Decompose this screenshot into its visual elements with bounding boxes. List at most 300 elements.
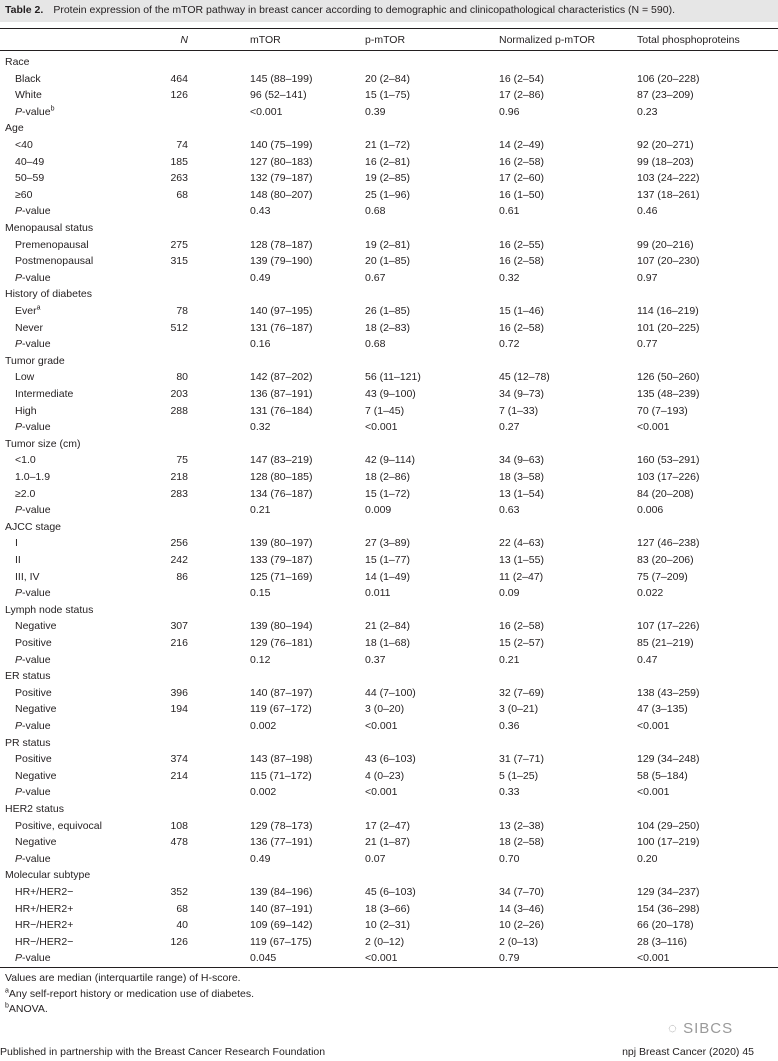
cell-normalized-p-mtor: 22 (4–63) [499,537,544,550]
cell-mtor: 119 (67–175) [250,935,312,948]
cell-normalized-p-mtor: 0.09 [499,587,520,600]
cell-total-phosphoproteins: 75 (7–209) [637,570,688,583]
row-label: II [15,554,21,566]
cell-total-phosphoproteins: 154 (36–298) [637,902,700,915]
cell-p-mtor: 21 (1–72) [365,139,410,151]
cell-normalized-p-mtor: 17 (2–60) [499,172,544,185]
p-value-row [0,851,778,867]
cell-mtor: 139 (79–190) [250,255,313,268]
cell-p-mtor: 0.68 [365,338,386,351]
cell-mtor: 0.43 [250,205,271,218]
header-rule [0,50,778,51]
cell-normalized-p-mtor: 10 (2–26) [499,919,544,932]
cell-total-phosphoproteins: <0.001 [637,720,670,732]
table-row [0,768,778,784]
cell-mtor: 145 (88–199) [250,72,313,85]
cell-normalized-p-mtor: 18 (3–58) [499,471,544,483]
cell-p-mtor: 0.011 [365,587,391,600]
cell-normalized-p-mtor: 0.61 [499,205,520,218]
table-row [0,917,778,933]
cell-mtor: 0.15 [250,587,271,600]
cell-mtor: 129 (78–173) [250,819,313,832]
top-rule [0,28,778,29]
footnote-b [5,1003,48,1015]
group-label: Age [5,122,24,135]
cell-p-mtor: 16 (2–81) [365,155,410,168]
cell-p-mtor: 3 (0–20) [365,703,405,716]
cell-normalized-p-mtor: 0.21 [499,653,520,666]
cell-normalized-p-mtor: 7 (1–33) [499,404,539,417]
cell-normalized-p-mtor: 0.32 [499,271,520,284]
cell-p-mtor: 10 (2–31) [365,919,410,932]
cell-p-mtor: 4 (0–23) [365,769,405,782]
cell-n: 68 [176,902,188,915]
cell-p-mtor: 0.37 [365,653,386,666]
cell-mtor: 131 (76–184) [250,404,313,417]
cell-total-phosphoproteins: 83 (20–206) [637,554,694,566]
cell-mtor: 0.32 [250,421,271,434]
cell-n: 74 [176,139,188,151]
group-header-row [0,353,778,369]
cell-normalized-p-mtor: 32 (7–69) [499,686,544,699]
p-value-row [0,784,778,800]
cell-p-mtor: 0.07 [365,852,386,865]
cell-total-phosphoproteins: 87 (23–209) [637,89,694,102]
watermark-text: SIBCS [683,1020,734,1037]
group-header-row [0,735,778,751]
cell-mtor: 0.045 [250,952,277,965]
cell-p-mtor: 20 (2–84) [365,72,410,85]
cell-mtor: 96 (52–141) [250,89,307,102]
cell-mtor: 0.002 [250,720,277,732]
cell-total-phosphoproteins: 58 (5–184) [637,769,688,782]
row-label: P-value$^b$ [15,105,55,118]
footnote-a-text: Any self-report history or medication use of diabetes. [8,988,255,1000]
cell-p-mtor: 18 (1–68) [365,637,410,649]
group-header-row [0,120,778,136]
table-row [0,369,778,385]
table-row [0,187,778,203]
row-label: P-value [15,720,51,732]
group-label: HER2 status [5,803,64,815]
cell-mtor: 127 (80–183) [250,155,313,168]
p-value-row [0,718,778,734]
table-row [0,901,778,917]
cell-p-mtor: 43 (9–100) [365,388,416,400]
footnote-b-marker: b [5,1002,9,1010]
p-value-row [0,270,778,286]
row-label: HR−/HER2+ [15,919,74,932]
cell-normalized-p-mtor: 16 (1–50) [499,188,544,201]
row-label: Positive, equivocal [15,819,102,832]
cell-mtor: 0.16 [250,338,271,351]
cell-normalized-p-mtor: 16 (2–58) [499,321,544,334]
cell-p-mtor: <0.001 [365,421,398,434]
cell-n: 185 [170,155,188,168]
table-row [0,701,778,717]
cell-p-mtor: 0.67 [365,271,386,284]
table-row [0,237,778,253]
table-row [0,818,778,834]
table-caption: Protein expression of the mTOR pathway in breast cancer according to demographic and clinicopathological characteristics (N = 590). [53,4,675,16]
cell-normalized-p-mtor: 45 (12–78) [499,371,550,384]
cell-total-phosphoproteins: 0.47 [637,653,658,666]
p-value-row [0,585,778,601]
cell-total-phosphoproteins: 104 (29–250) [637,819,700,832]
row-label: P-value [15,852,51,865]
table-row [0,320,778,336]
p-value-row [0,336,778,352]
cell-p-mtor: 27 (3–89) [365,537,410,550]
group-label: Menopausal status [5,222,94,234]
table-row [0,486,778,502]
cell-normalized-p-mtor: 13 (2–38) [499,819,544,832]
p-value-row [0,203,778,219]
row-label: HR+/HER2− [15,886,74,898]
footnote-b-text: ANOVA. [8,1003,48,1015]
cell-total-phosphoproteins: 0.20 [637,852,658,865]
cell-mtor: 125 (71–169) [250,570,313,583]
cell-mtor: 136 (77–191) [250,836,313,849]
table-row [0,170,778,186]
row-label: P-value [15,587,51,600]
cell-normalized-p-mtor: 15 (2–57) [499,637,544,649]
cell-total-phosphoproteins: 103 (17–226) [637,471,700,483]
table-row [0,934,778,950]
cell-mtor: 119 (67–172) [250,703,312,716]
cell-n: 194 [170,703,188,716]
cell-p-mtor: 26 (1–85) [365,305,410,317]
p-value-row [0,419,778,435]
row-label: P-value [15,271,51,284]
cell-n: 203 [170,388,188,400]
cell-total-phosphoproteins: 28 (3–116) [637,935,688,948]
row-label: Intermediate [15,388,74,400]
cell-mtor: 139 (80–194) [250,620,313,633]
cell-n: 68 [176,188,188,201]
cell-p-mtor: 56 (11–121) [365,371,421,384]
cell-mtor: 0.12 [250,653,271,666]
cell-mtor: 136 (87–191) [250,388,313,400]
cell-mtor: <0.001 [250,105,283,118]
cell-normalized-p-mtor: 13 (1–54) [499,487,544,500]
cell-normalized-p-mtor: 0.63 [499,504,520,517]
cell-p-mtor: 15 (1–72) [365,487,410,500]
cell-p-mtor: 7 (1–45) [365,404,405,417]
cell-n: 315 [170,255,188,268]
group-header-row [0,519,778,535]
cell-normalized-p-mtor: 5 (1–25) [499,769,539,782]
cell-normalized-p-mtor: 0.79 [499,952,520,965]
row-label: High [15,404,37,417]
cell-total-phosphoproteins: 0.97 [637,271,658,284]
row-label: ≥2.0 [15,487,36,500]
cell-mtor: 132 (79–187) [250,172,313,185]
cell-normalized-p-mtor: 0.33 [499,786,520,799]
cell-p-mtor: 14 (1–49) [365,570,410,583]
table-row [0,884,778,900]
cell-mtor: 134 (76–187) [250,487,313,500]
cell-normalized-p-mtor: 31 (7–71) [499,753,544,766]
cell-n: 40 [176,919,188,932]
cell-total-phosphoproteins: <0.001 [637,952,670,965]
cell-total-phosphoproteins: 66 (20–178) [637,919,694,932]
group-label: Tumor size (cm) [5,437,81,450]
cell-n: 288 [170,404,188,417]
cell-mtor: 139 (84–196) [250,886,313,898]
p-value-row [0,652,778,668]
row-label: P-value [15,338,51,351]
footnote-a-marker: a [5,987,9,995]
cell-n: 78 [176,305,188,317]
cell-n: 464 [170,72,188,85]
row-label: Positive [15,637,52,649]
table-row [0,403,778,419]
cell-p-mtor: <0.001 [365,952,398,965]
cell-p-mtor: 45 (6–103) [365,886,416,898]
cell-normalized-p-mtor: 11 (2–47) [499,570,544,583]
cell-mtor: 147 (83–219) [250,454,313,467]
row-label: Negative [15,769,57,782]
row-label: HR+/HER2+ [15,902,74,915]
cell-n: 256 [170,537,188,550]
p-value-row [0,104,778,120]
group-label: Tumor grade [5,354,65,367]
cell-normalized-p-mtor: 34 (9–63) [499,454,544,467]
cell-p-mtor: 42 (9–114) [365,454,416,467]
row-label: Positive [15,753,52,766]
table-row [0,552,778,568]
group-label: PR status [5,736,51,749]
cell-mtor: 140 (87–191) [250,902,313,915]
cell-total-phosphoproteins: 107 (20–230) [637,255,700,268]
group-header-row [0,436,778,452]
cell-mtor: 128 (78–187) [250,238,313,251]
cell-normalized-p-mtor: 16 (2–55) [499,238,544,251]
cell-p-mtor: 0.39 [365,105,386,118]
cell-p-mtor: 20 (1–85) [365,255,410,268]
row-label: Never [15,321,44,334]
cell-total-phosphoproteins: 47 (3–135) [637,703,688,716]
row-label: P-value [15,421,51,434]
cell-n: 75 [176,454,188,467]
cell-n: 108 [170,819,188,832]
table-row [0,834,778,850]
cell-total-phosphoproteins: 99 (18–203) [637,155,694,168]
cell-n: 218 [170,471,188,483]
row-label: I [15,537,18,550]
row-label: HR−/HER2− [15,935,74,948]
cell-mtor: 131 (76–187) [250,321,313,334]
cell-n: 396 [170,686,188,699]
cell-mtor: 140 (75–199) [250,139,313,151]
group-header-row [0,867,778,883]
cell-total-phosphoproteins: 160 (53–291) [637,454,700,467]
cell-p-mtor: 25 (1–96) [365,188,410,201]
cell-normalized-p-mtor: 16 (2–58) [499,255,544,268]
table-row [0,469,778,485]
group-header-row [0,54,778,70]
cell-p-mtor: 43 (6–103) [365,753,416,766]
cell-normalized-p-mtor: 14 (3–46) [499,902,544,915]
cell-p-mtor: 15 (1–77) [365,554,410,566]
cell-normalized-p-mtor: 3 (0–21) [499,703,539,716]
cell-n: 352 [170,886,188,898]
cell-total-phosphoproteins: 138 (43–259) [637,686,700,699]
cell-mtor: 0.002 [250,786,277,799]
group-label: Lymph node status [5,603,94,616]
table-row [0,685,778,701]
cell-mtor: 0.49 [250,852,271,865]
row-label: P-value [15,504,51,517]
cell-normalized-p-mtor: 13 (1–55) [499,554,544,566]
cell-n: 275 [170,238,188,251]
header-mtor: mTOR [250,34,281,46]
cell-total-phosphoproteins: 129 (34–237) [637,886,700,898]
cell-total-phosphoproteins: 106 (20–228) [637,72,700,85]
footnote-a [5,988,254,1000]
cell-mtor: 129 (76–181) [250,637,313,649]
cell-total-phosphoproteins: 0.77 [637,338,658,351]
row-label: Negative [15,703,57,716]
cell-n: 307 [170,620,188,633]
cell-n: 512 [170,321,188,334]
group-label: Race [5,56,30,68]
cell-mtor: 0.21 [250,504,271,517]
cell-normalized-p-mtor: 2 (0–13) [499,935,539,948]
cell-total-phosphoproteins: <0.001 [637,421,670,434]
group-header-row [0,801,778,817]
cell-mtor: 143 (87–198) [250,753,313,766]
cell-total-phosphoproteins: 103 (24–222) [637,172,700,185]
group-label: History of diabetes [5,288,92,301]
header-p-mtor: p-mTOR [365,34,406,46]
cell-total-phosphoproteins: <0.001 [637,786,670,799]
group-label: ER status [5,670,51,683]
cell-normalized-p-mtor: 0.72 [499,338,520,351]
table-row [0,71,778,87]
row-label: 50–59 [15,172,45,185]
cell-normalized-p-mtor: 17 (2–86) [499,89,544,102]
cell-mtor: 0.49 [250,271,271,284]
group-header-row [0,286,778,302]
cell-total-phosphoproteins: 135 (48–239) [637,388,700,400]
cell-p-mtor: <0.001 [365,786,398,799]
row-label: Ever$^a$ [15,304,41,317]
cell-mtor: 142 (87–202) [250,371,313,384]
row-label: <40 [15,139,33,151]
group-header-row [0,220,778,236]
group-label: Molecular subtype [5,869,91,882]
cell-normalized-p-mtor: 16 (2–54) [499,72,544,85]
cell-normalized-p-mtor: 34 (7–70) [499,886,544,898]
cell-p-mtor: 15 (1–75) [365,89,410,102]
table-row [0,569,778,585]
wechat-icon: ◌ [668,1020,678,1037]
row-label: <1.0 [15,454,36,467]
cell-n: 374 [170,753,188,766]
group-label: AJCC stage [5,520,62,533]
cell-total-phosphoproteins: 85 (21–219) [637,637,694,649]
cell-n: 126 [170,935,188,948]
cell-p-mtor: 17 (2–47) [365,819,410,832]
row-label: 1.0–1.9 [15,471,51,483]
cell-total-phosphoproteins: 114 (16–219) [637,305,699,317]
cell-n: 242 [170,554,188,566]
cell-total-phosphoproteins: 0.46 [637,205,658,218]
cell-total-phosphoproteins: 101 (20–225) [637,321,700,334]
cell-mtor: 115 (71–172) [250,769,312,782]
cell-p-mtor: 19 (2–85) [365,172,410,185]
row-label: Negative [15,620,57,633]
cell-total-phosphoproteins: 84 (20–208) [637,487,694,500]
cell-total-phosphoproteins: 137 (18–261) [637,188,700,201]
cell-n: 283 [170,487,188,500]
table-row [0,386,778,402]
cell-p-mtor: 18 (3–66) [365,902,410,915]
table-row [0,635,778,651]
cell-normalized-p-mtor: 0.96 [499,105,520,118]
row-label: P-value [15,952,51,965]
header-n: N [180,34,188,46]
row-label: P-value [15,786,51,799]
cell-normalized-p-mtor: 15 (1–46) [499,305,544,317]
cell-total-phosphoproteins: 70 (7–193) [637,404,688,417]
row-label: Low [15,371,35,384]
p-value-row [0,950,778,966]
cell-p-mtor: 44 (7–100) [365,686,416,699]
row-label: Black [15,72,41,85]
cell-total-phosphoproteins: 0.022 [637,587,664,600]
row-label: III, IV [15,570,40,583]
cell-total-phosphoproteins: 126 (50–260) [637,371,700,384]
cell-normalized-p-mtor: 0.36 [499,720,520,732]
cell-total-phosphoproteins: 99 (20–216) [637,238,694,251]
row-label: P-value [15,205,51,218]
cell-normalized-p-mtor: 0.27 [499,421,520,434]
row-label: Negative [15,836,57,849]
table-row [0,535,778,551]
group-header-row [0,602,778,618]
table-row [0,303,778,319]
cell-total-phosphoproteins: 127 (46–238) [637,537,700,550]
row-label: Positive [15,686,52,699]
cell-n: 263 [170,172,188,185]
cell-mtor: 140 (87–197) [250,686,313,699]
bottom-rule [0,967,778,968]
cell-mtor: 109 (69–142) [250,919,313,932]
header-total-phosphoproteins: Total phosphoproteins [637,34,740,46]
cell-n: 126 [170,89,188,102]
cell-p-mtor: 0.009 [365,504,392,517]
table-row [0,751,778,767]
cell-normalized-p-mtor: 16 (2–58) [499,620,544,633]
cell-p-mtor: 2 (0–12) [365,935,405,948]
cell-total-phosphoproteins: 0.23 [637,105,658,118]
cell-normalized-p-mtor: 34 (9–73) [499,388,544,400]
row-label: P-value [15,653,51,666]
table-row [0,87,778,103]
row-label: 40–49 [15,155,45,168]
row-label: White [15,89,42,102]
cell-mtor: 140 (97–195) [250,305,313,317]
table-row [0,253,778,269]
table-row [0,452,778,468]
table-row [0,137,778,153]
cell-p-mtor: 21 (1–87) [365,836,410,849]
table-row [0,618,778,634]
cell-normalized-p-mtor: 16 (2–58) [499,155,544,168]
